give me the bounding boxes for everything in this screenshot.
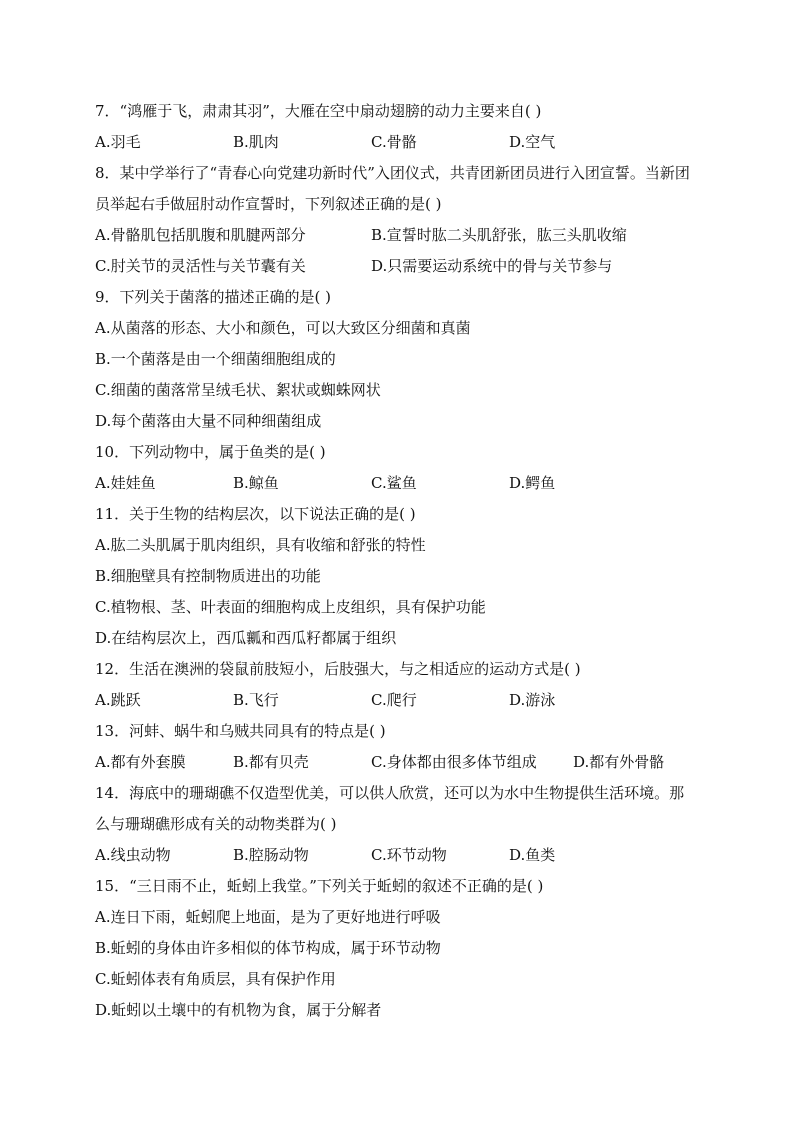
options [95,127,705,158]
question-stem: 12．生活在澳洲的袋鼠前肢短小，后肢强大，与之相适应的运动方式是( ) [95,660,581,678]
question-stem: 13．河蚌、蜗牛和乌贼共同具有的特点是( ) [95,722,386,740]
question-stem: 15．“三日雨不止，蚯蚓上我堂。”下列关于蚯蚓的叙述不正确的是( ) [95,877,544,895]
question-9 [95,282,705,437]
option-a: A.骨骼肌包括肌腹和肌腱两部分 [95,226,306,244]
option-a: A.从菌落的形态、大小和颜色，可以大致区分细菌和真菌 [95,319,471,337]
option-b: B.都有贝壳 [233,753,309,771]
question-stem: 11．关于生物的结构层次，以下说法正确的是( ) [95,505,416,523]
option-c: C.肘关节的灵活性与关节囊有关 [95,257,306,275]
option-d: D.空气 [509,133,556,151]
question-8 [95,158,705,282]
option-c: C.细菌的菌落常呈绒毛状、絮状或蜘蛛网状 [95,381,381,399]
option-d: D.每个菌落由大量不同种细菌组成 [95,412,322,430]
options [95,840,705,871]
question-11 [95,499,705,654]
question-stem: 8．某中学举行了“青春心向党建功新时代”入团仪式，共青团新团员进行入团宣誓。当新团员举起右手做屈肘动作宣誓时，下列叙述正确的是( ) [95,164,690,213]
option-b: B.鲸鱼 [233,474,279,492]
question-13 [95,716,705,778]
option-b: B.一个菌落是由一个细菌细胞组成的 [95,350,336,368]
options [95,685,705,716]
options [95,468,705,499]
option-d: D.鱼类 [509,846,556,864]
option-a: A.连日下雨，蚯蚓爬上地面，是为了更好地进行呼吸 [95,908,441,926]
option-c: C.环节动物 [371,846,447,864]
question-stem: 9．下列关于菌落的描述正确的是( ) [95,288,332,306]
option-b: B.飞行 [233,691,279,709]
option-d: D.蚯蚓以土壤中的有机物为食，属于分解者 [95,1001,382,1019]
option-b: B.细胞壁具有控制物质进出的功能 [95,567,321,585]
option-c: C.植物根、茎、叶表面的细胞构成上皮组织，具有保护功能 [95,598,486,616]
option-a: A.都有外套膜 [95,753,186,771]
options [95,251,705,282]
option-d: D.鳄鱼 [509,474,556,492]
option-d: D.都有外骨骼 [573,753,665,771]
options [95,220,705,251]
question-stem: 10．下列动物中，属于鱼类的是( ) [95,443,326,461]
option-b: B.肌肉 [233,133,279,151]
option-c: C.身体都由很多体节组成 [371,753,537,771]
question-14 [95,778,705,871]
option-c: C.蚯蚓体表有角质层，具有保护作用 [95,970,336,988]
option-a: A.羽毛 [95,133,141,151]
option-c: C.爬行 [371,691,417,709]
options [95,747,705,778]
question-stem: 14．海底中的珊瑚礁不仅造型优美，可以供人欣赏，还可以为水中生物提供生活环境。那么与珊瑚礁形成有关的动物类群为( ) [95,784,685,833]
option-c: C.鲨鱼 [371,474,417,492]
option-a: A.跳跃 [95,691,141,709]
option-b: B.蚯蚓的身体由许多相似的体节构成，属于环节动物 [95,939,441,957]
question-12 [95,654,705,716]
option-b: B.腔肠动物 [233,846,309,864]
option-c: C.骨骼 [371,133,417,151]
question-15 [95,871,705,1026]
option-b: B.宣誓时肱二头肌舒张，肱三头肌收缩 [371,226,627,244]
option-d: D.只需要运动系统中的骨与关节参与 [371,257,613,275]
option-a: A.娃娃鱼 [95,474,156,492]
option-d: D.在结构层次上，西瓜瓤和西瓜籽都属于组织 [95,629,397,647]
option-a: A.肱二头肌属于肌肉组织，具有收缩和舒张的特性 [95,536,426,554]
question-sheet [95,96,705,1026]
question-10 [95,437,705,499]
question-stem: 7．“鸿雁于飞，肃肃其羽”，大雁在空中扇动翅膀的动力主要来自( ) [95,102,542,120]
option-d: D.游泳 [509,691,556,709]
option-a: A.线虫动物 [95,846,171,864]
question-7 [95,96,705,158]
